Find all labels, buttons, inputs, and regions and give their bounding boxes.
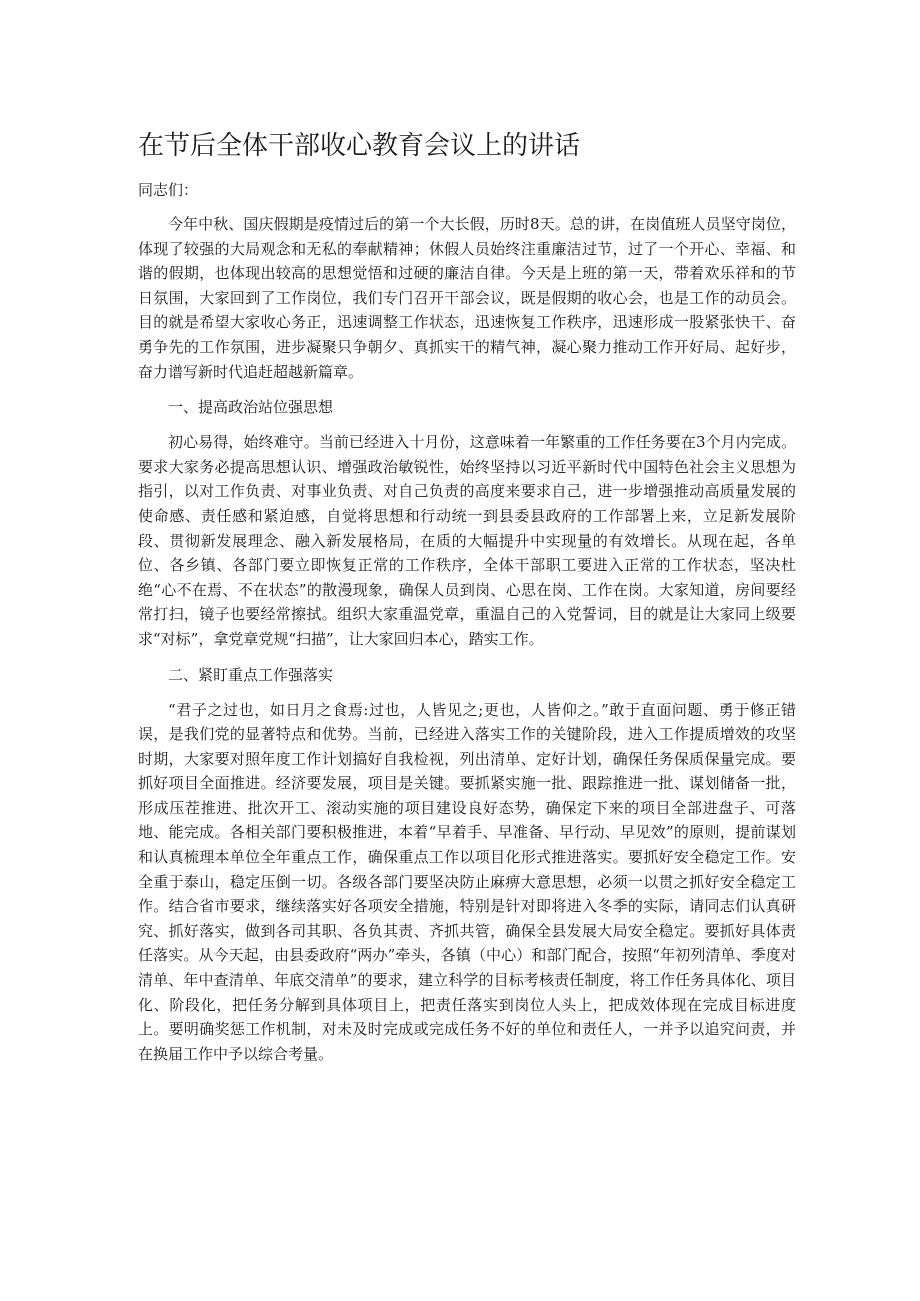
salutation: 同志们： [138,181,199,199]
section-body-2: “君子之过也，如日月之食焉:过也，人皆见之;更也，人皆仰之。”敢于直面问题、勇于修正错误，是我们党的显著特点和优势。当前，已经进入落实工作的关键阶段，进入工作提质增效的攻坚时期，大家要对照年度工作计划搞好自我检视，列出清单、定好计划，确保任务保质保量完成。要抓好项目全面推进。经济要发展，项目是关键。要抓紧实施一批、跟踪推进一批、谋划储备一批，形成压茬推进、批次开工、滚动实施的项目建设良好态势，确保定下来的项目全部进盘子、可落地、能完成。各相关部门要积极推进，本着“早着手、早准备、早行动、早见效”的原则，提前谋划和认真梳理本单位全年重点工作，确保重点工作以项目化形式推进落实。要抓好安全稳定工作。安全重于泰山，稳定压倒一切。各级各部门要坚决防止麻痹大意思想，必须一以贯之抓好安全稳定工作。结合省市要求，继续落实好各项安全措施，特别是针对即将进入冬季的实际，请同志们认真研究、抓好落实，做到各司其职、各负其责、齐抓共管，确保全县发展大局安全稳定。要抓好具体责任落实。从今天起，由县委政府“两办”牵头，各镇（中心）和部门配合，按照“年初列清单、季度对清单、年中查清单、年底交清单”的要求，建立科学的目标考核责任制度，将工作任务具体化、项目化、阶段化，把任务分解到具体项目上，把责任落实到岗位人头上，把成效体现在完成目标进度上。要明确奖惩工作机制，对未及时完成或完成任务不好的单位和责任人，一并予以追究问责，并在换届工作中予以综合考量。 [138,700,796,1063]
section-body-1: 初心易得，始终难守。当前已经进入十月份，这意味着一年繁重的工作任务要在3个月内完成。要求大家务必提高思想认识、增强政治敏锐性，始终坚持以习近平新时代中国特色社会主义思想为指引，以对工作负责、对事业负责、对自己负责的高度来要求自己，进一步增强推动高质量发展的使命感、责任感和紧迫感，自觉将思想和行动统一到县委县政府的工作部署上来，立足新发展阶段、贯彻新发展理念、融入新发展格局，在质的大幅提升中实现量的有效增长。从现在起，各单位、各乡镇、各部门要立即恢复正常的工作秩序，全体干部职工要进入正常的工作状态，坚决杜绝“心不在焉、不在状态”的散漫现象，确保人员到岗、心思在岗、工作在岗。大家知道，房间要经常打扫，镜子也要经常擦拭。组织大家重温党章，重温自己的入党誓词，目的就是让大家同上级要求“对标”，拿党章党规“扫描”，让大家回归本心，踏实工作。 [138,433,796,648]
section-heading-1: 一、提高政治站位强思想 [168,398,334,417]
document-title: 在节后全体干部收心教育会议上的讲话 [138,131,581,161]
section-heading-2: 二、紧盯重点工作强落实 [168,665,334,684]
intro-paragraph: 今年中秋、国庆假期是疫情过后的第一个大长假，历时8天。总的讲，在岗值班人员坚守岗位，体现了较强的大局观念和无私的奉献精神；休假人员始终注重廉洁过节，过了一个开心、幸福、和谐的假期，也体现出较高的思想觉悟和过硬的廉洁自律。今天是上班的第一天，带着欢乐祥和的节日氛围，大家回到了工作岗位，我们专门召开干部会议，既是假期的收心会，也是工作的动员会。目的就是希望大家收心务正，迅速调整工作状态，迅速恢复工作秩序，迅速形成一股紧张快干、奋勇争先的工作氛围，进步凝聚只争朝夕、真抓实干的精气神，凝心聚力推动工作开好局、起好步，奋力谱写新时代追赶超越新篇章。 [138,215,796,381]
document-page [138,124,796,1077]
